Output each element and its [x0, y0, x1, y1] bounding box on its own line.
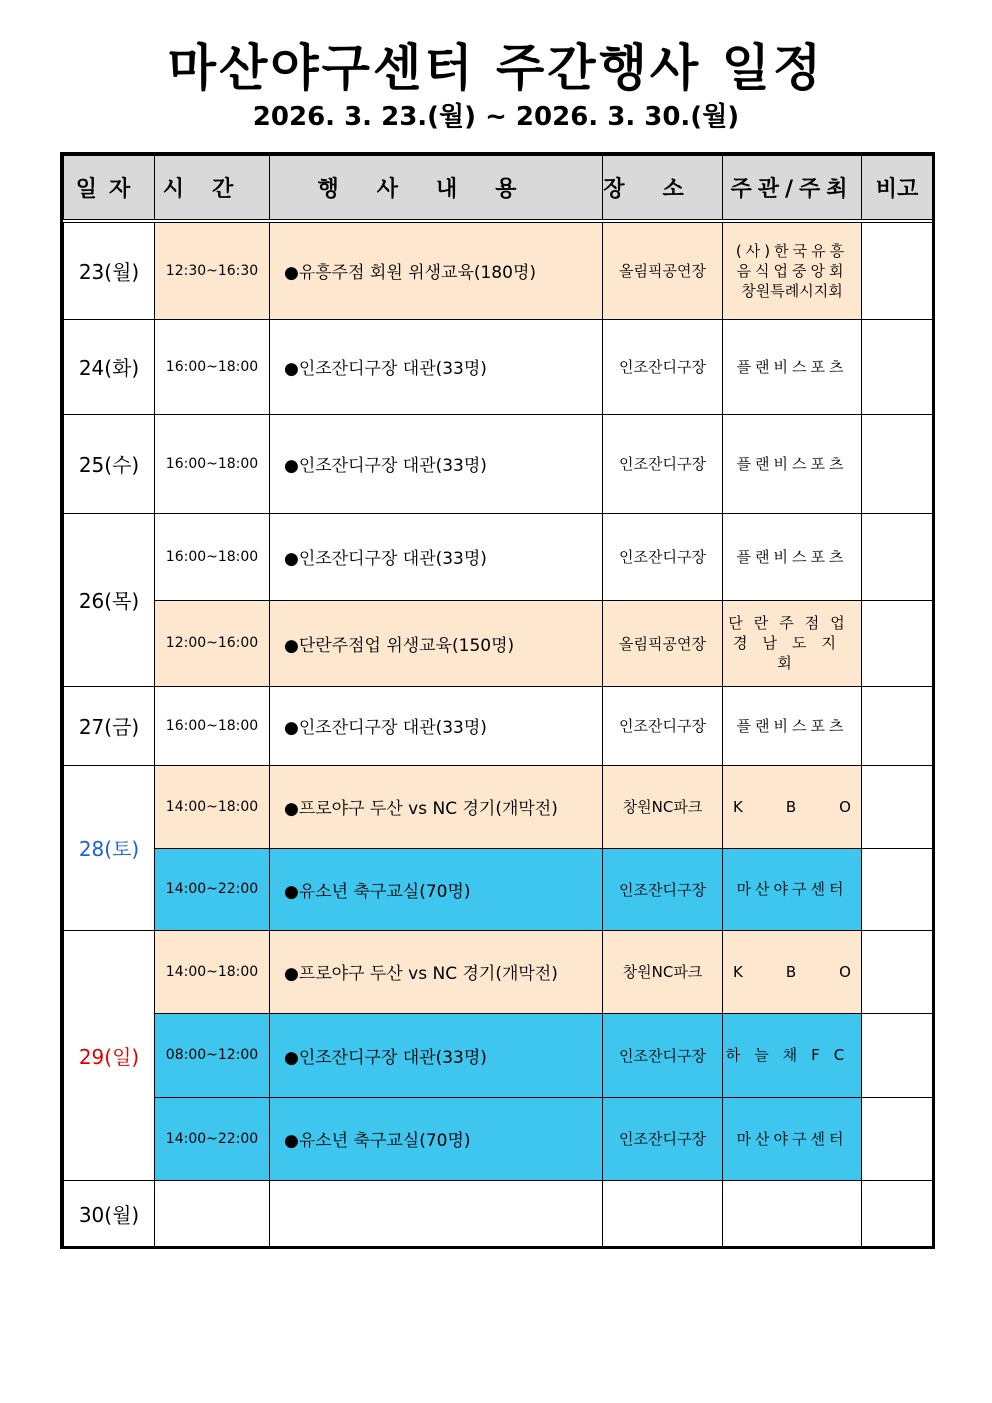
host-line: 단란주점업 — [728, 614, 856, 632]
event-venue: 창원NC파크 — [603, 930, 723, 1013]
event-venue: 인조잔디구장 — [603, 319, 723, 414]
event-note — [862, 765, 933, 848]
event-venue: 창원NC파크 — [603, 765, 723, 848]
event-time: 16:00~18:00 — [155, 319, 270, 414]
table-row — [64, 600, 933, 686]
host-letter: O — [839, 962, 851, 981]
event-venue: 인조잔디구장 — [603, 1013, 723, 1097]
event-time: 14:00~22:00 — [155, 1097, 270, 1180]
event-description: ●인조잔디구장 대관(33명) — [270, 686, 603, 765]
day-date: 25(수) — [64, 414, 155, 513]
event-host — [723, 319, 862, 414]
day-date: 24(화) — [64, 319, 155, 414]
event-venue: 인조잔디구장 — [603, 686, 723, 765]
event-venue: 인조잔디구장 — [603, 1097, 723, 1180]
event-time: 14:00~18:00 — [155, 765, 270, 848]
host-letter: B — [785, 962, 797, 981]
event-host — [723, 686, 862, 765]
event-description: ●유소년 축구교실(70명) — [270, 848, 603, 930]
table-row — [64, 414, 933, 513]
event-venue: 인조잔디구장 — [603, 848, 723, 930]
event-description: ●인조잔디구장 대관(33명) — [270, 414, 603, 513]
table-row — [64, 1097, 933, 1180]
event-note — [862, 1013, 933, 1097]
page-title: 마산야구센터 주간행사 일정 — [167, 39, 825, 97]
event-description: ●유흥주점 회원 위생교육(180명) — [270, 221, 603, 319]
host-line: 마산야구센터 — [736, 1129, 848, 1148]
event-host — [723, 930, 862, 1013]
event-description: ●프로야구 두산 vs NC 경기(개막전) — [270, 765, 603, 848]
event-time: 14:00~18:00 — [155, 930, 270, 1013]
event-time — [155, 1180, 270, 1246]
day-date: 27(금) — [64, 686, 155, 765]
header-note: 비고 — [862, 156, 933, 222]
event-note — [862, 600, 933, 686]
schedule-table — [63, 155, 933, 1247]
event-time: 16:00~18:00 — [155, 686, 270, 765]
day-date: 23(월) — [64, 221, 155, 319]
event-venue: 인조잔디구장 — [603, 414, 723, 513]
table-row — [64, 319, 933, 414]
host-letter: B — [785, 797, 797, 816]
table-row — [64, 930, 933, 1013]
table-row — [64, 765, 933, 848]
event-description: ●인조잔디구장 대관(33명) — [270, 319, 603, 414]
event-description: ●인조잔디구장 대관(33명) — [270, 513, 603, 600]
host-line: 플랜비스포츠 — [736, 716, 848, 735]
event-note — [862, 513, 933, 600]
event-description: ●프로야구 두산 vs NC 경기(개막전) — [270, 930, 603, 1013]
event-venue: 인조잔디구장 — [603, 513, 723, 600]
event-note — [862, 686, 933, 765]
event-time: 16:00~18:00 — [155, 414, 270, 513]
day-date: 29(일) — [64, 930, 155, 1180]
table-row — [64, 513, 933, 600]
event-time: 08:00~12:00 — [155, 1013, 270, 1097]
event-time: 14:00~22:00 — [155, 848, 270, 930]
day-date: 28(토) — [64, 765, 155, 930]
event-description: ●단란주점업 위생교육(150명) — [270, 600, 603, 686]
event-time: 12:30~16:30 — [155, 221, 270, 319]
host-line: 플랜비스포츠 — [736, 547, 848, 566]
event-host — [723, 765, 862, 848]
host-letter: O — [839, 797, 851, 816]
host-line — [723, 962, 861, 982]
event-description: ●인조잔디구장 대관(33명) — [270, 1013, 603, 1097]
host-line: 플랜비스포츠 — [736, 357, 848, 376]
host-letter: K — [733, 797, 743, 816]
event-note — [862, 221, 933, 319]
event-note — [862, 930, 933, 1013]
header-event: 행사내용 — [270, 156, 603, 222]
event-venue: 올림픽공연장 — [603, 221, 723, 319]
event-time: 16:00~18:00 — [155, 513, 270, 600]
event-host — [723, 1013, 862, 1097]
header-venue: 장소 — [603, 156, 723, 222]
schedule-period: 2026. 3. 23.(월) ~ 2026. 3. 30.(월) — [252, 102, 740, 132]
header-row — [64, 156, 933, 222]
header-date: 일자 — [64, 156, 155, 222]
event-host — [723, 1097, 862, 1180]
event-description — [270, 1180, 603, 1246]
event-host — [723, 848, 862, 930]
event-venue: 올림픽공연장 — [603, 600, 723, 686]
table-row — [64, 1180, 933, 1246]
event-description: ●유소년 축구교실(70명) — [270, 1097, 603, 1180]
table-row — [64, 848, 933, 930]
event-host — [723, 600, 862, 686]
host-line: 마산야구센터 — [736, 880, 848, 898]
day-date: 26(목) — [64, 513, 155, 686]
day-date: 30(월) — [64, 1180, 155, 1246]
event-note — [862, 414, 933, 513]
event-host — [723, 1180, 862, 1246]
host-line: 음식업중앙회 — [736, 261, 848, 280]
host-line: 경남도지회 — [733, 634, 851, 672]
event-note — [862, 319, 933, 414]
event-host — [723, 414, 862, 513]
host-line: (사)한국유흥 — [735, 241, 849, 260]
event-note — [862, 1097, 933, 1180]
header-time: 시간 — [155, 156, 270, 222]
host-line: 창원특례시지회 — [741, 281, 843, 300]
header-host: 주관/주최 — [723, 156, 862, 222]
event-note — [862, 1180, 933, 1246]
host-line — [723, 797, 861, 817]
event-note — [862, 848, 933, 930]
table-row — [64, 686, 933, 765]
schedule-table-frame — [60, 152, 935, 1249]
event-host — [723, 513, 862, 600]
event-venue — [603, 1180, 723, 1246]
host-letter: K — [733, 962, 743, 981]
host-line: 하늘채FC — [725, 1046, 859, 1064]
event-time: 12:00~16:00 — [155, 600, 270, 686]
event-host — [723, 221, 862, 319]
table-row — [64, 1013, 933, 1097]
table-row — [64, 221, 933, 319]
host-line: 플랜비스포츠 — [736, 454, 848, 473]
